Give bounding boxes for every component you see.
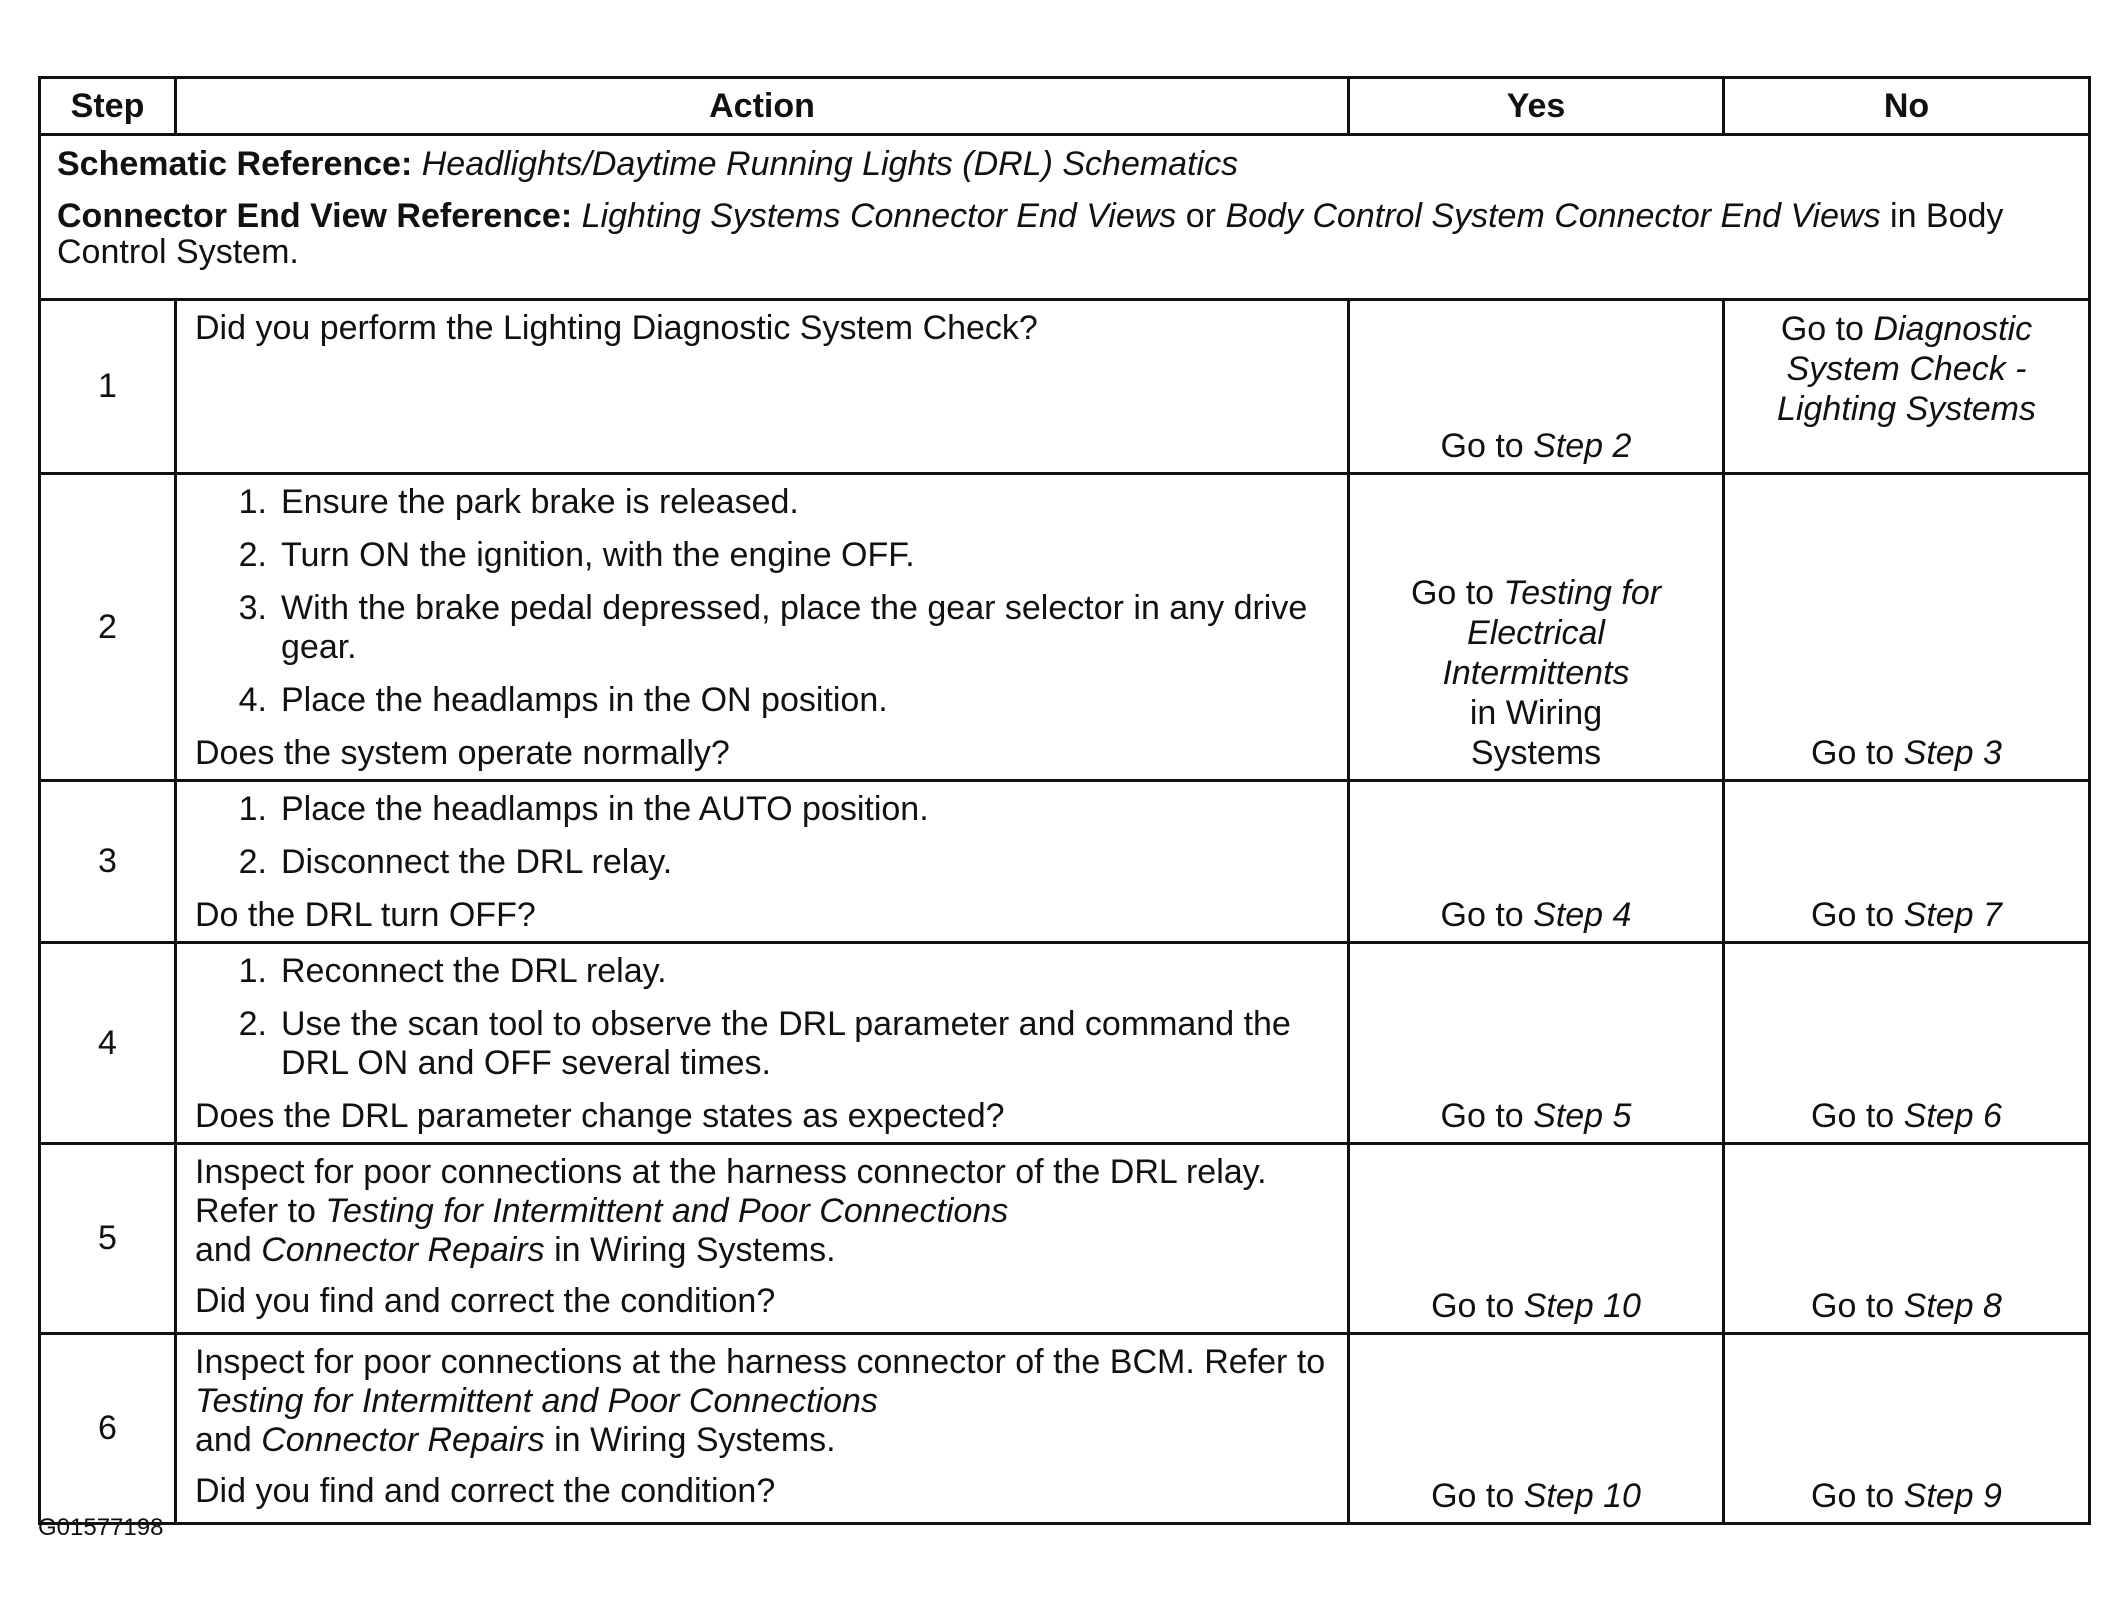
connector-reference-label: Connector End View Reference:	[57, 197, 573, 235]
step-question: Did you find and correct the condition?	[195, 1282, 776, 1320]
step-number: 3	[40, 781, 176, 943]
no-cell	[1724, 1144, 2090, 1334]
diagnostic-table	[38, 76, 2091, 1525]
step-number: 2	[40, 474, 176, 781]
connector-reference-link-lighting[interactable]: Lighting Systems Connector End Views	[581, 197, 1177, 235]
schematic-reference-link[interactable]: Headlights/Daytime Running Lights (DRL) Schematics	[421, 145, 1239, 183]
connector-reference	[57, 198, 2072, 270]
step-action	[176, 474, 1349, 781]
list-item: 2. Use the scan tool to observe the DRL parameter and command the DRL ON and OFF several times.	[238, 1005, 1291, 1082]
step-number: 4	[40, 943, 176, 1144]
no-prefix: Go to	[1811, 1097, 1904, 1135]
connector-reference-link-body[interactable]: Body Control System Connector End Views	[1225, 197, 1881, 235]
action-list	[195, 952, 1333, 1083]
connector-reference-suffix: in Body Control System.	[57, 197, 2004, 271]
no-cell	[1724, 943, 2090, 1144]
no-link[interactable]: Diagnostic System Check - Lighting Systems	[1777, 310, 2036, 428]
connector-reference-or: or	[1176, 197, 1226, 235]
yes-cell	[1349, 943, 1724, 1144]
header-no: No	[1724, 78, 2090, 135]
yes-cell	[1349, 1334, 1724, 1524]
action-paragraph: Inspect for poor connections at the harness connector of the BCM. Refer to Testing for Intermittent and Poor Connections and Connector Repairs in Wiring Systems.	[195, 1343, 1326, 1459]
yes-suffix: in Wiring Systems	[1469, 694, 1603, 772]
testing-link[interactable]: Testing for Intermittent and Poor Connections	[325, 1192, 1009, 1230]
yes-prefix: Go to	[1431, 1287, 1524, 1325]
schematic-reference	[57, 146, 2072, 182]
step-row	[40, 300, 2090, 474]
step-action	[176, 943, 1349, 1144]
no-link[interactable]: Step 6	[1903, 1097, 2002, 1135]
step-number: 5	[40, 1144, 176, 1334]
list-item: 4. Place the headlamps in the ON position.	[238, 681, 888, 719]
step-row	[40, 781, 2090, 943]
list-item: 1. Ensure the park brake is released.	[238, 483, 799, 521]
no-link[interactable]: Step 9	[1903, 1477, 2002, 1515]
no-prefix: Go to	[1811, 1287, 1904, 1325]
step-row	[40, 1144, 2090, 1334]
figure-id: G01577198	[38, 1514, 164, 1541]
yes-link[interactable]: Step 5	[1533, 1097, 1632, 1135]
list-item: 3. With the brake pedal depressed, place the gear selector in any drive gear.	[238, 589, 1308, 666]
yes-prefix: Go to	[1440, 896, 1534, 934]
schematic-reference-label: Schematic Reference:	[57, 145, 413, 183]
no-prefix: Go to	[1780, 310, 1874, 348]
yes-prefix: Go to	[1440, 1097, 1534, 1135]
yes-cell	[1349, 781, 1724, 943]
reference-row	[40, 135, 2090, 300]
header-yes: Yes	[1349, 78, 1724, 135]
list-item: 1. Place the headlamps in the AUTO position.	[238, 790, 929, 828]
yes-link[interactable]: Step 4	[1533, 896, 1632, 934]
action-list	[195, 790, 1333, 882]
testing-link[interactable]: Testing for Intermittent and Poor Connections	[195, 1382, 878, 1420]
no-cell	[1724, 300, 2090, 474]
step-row	[40, 943, 2090, 1144]
yes-prefix: Go to	[1440, 427, 1534, 465]
step-question: Did you perform the Lighting Diagnostic System Check?	[195, 309, 1038, 347]
list-item: 1. Reconnect the DRL relay.	[238, 952, 667, 990]
header-row	[40, 78, 2090, 135]
yes-link[interactable]: Step 2	[1533, 427, 1632, 465]
no-prefix: Go to	[1811, 734, 1904, 772]
no-cell	[1724, 474, 2090, 781]
step-question: Does the DRL parameter change states as expected?	[195, 1097, 1005, 1135]
yes-prefix: Go to	[1410, 574, 1504, 612]
step-number: 1	[40, 300, 176, 474]
yes-link[interactable]: Step 10	[1523, 1287, 1641, 1325]
step-question: Does the system operate normally?	[195, 734, 730, 772]
step-action	[176, 1334, 1349, 1524]
no-link[interactable]: Step 3	[1903, 734, 2002, 772]
no-prefix: Go to	[1811, 896, 1904, 934]
list-item: 2. Turn ON the ignition, with the engine OFF.	[238, 536, 915, 574]
reference-cell	[40, 135, 2090, 300]
no-link[interactable]: Step 8	[1903, 1287, 2002, 1325]
action-list	[195, 483, 1333, 720]
yes-cell	[1349, 1144, 1724, 1334]
yes-cell	[1349, 300, 1724, 474]
yes-prefix: Go to	[1431, 1477, 1524, 1515]
no-prefix: Go to	[1811, 1477, 1904, 1515]
step-action	[176, 1144, 1349, 1334]
connector-repairs-link[interactable]: Connector Repairs	[261, 1421, 545, 1459]
header-action: Action	[176, 78, 1349, 135]
step-action	[176, 781, 1349, 943]
list-item: 2. Disconnect the DRL relay.	[238, 843, 673, 881]
step-question: Did you find and correct the condition?	[195, 1472, 776, 1510]
yes-cell	[1349, 474, 1724, 781]
step-number: 6	[40, 1334, 176, 1524]
no-cell	[1724, 781, 2090, 943]
no-cell	[1724, 1334, 2090, 1524]
connector-repairs-link[interactable]: Connector Repairs	[261, 1231, 545, 1269]
action-paragraph: Inspect for poor connections at the harness connector of the DRL relay. Refer to Testing for Intermittent and Poor Connections and Connector Repairs in Wiring Systems.	[195, 1153, 1267, 1269]
yes-link[interactable]: Step 10	[1523, 1477, 1641, 1515]
step-row	[40, 474, 2090, 781]
yes-link[interactable]: Testing for Electrical Intermittents	[1442, 574, 1662, 692]
step-question: Do the DRL turn OFF?	[195, 896, 536, 934]
no-link[interactable]: Step 7	[1903, 896, 2002, 934]
header-step: Step	[40, 78, 176, 135]
step-action	[176, 300, 1349, 474]
step-row	[40, 1334, 2090, 1524]
